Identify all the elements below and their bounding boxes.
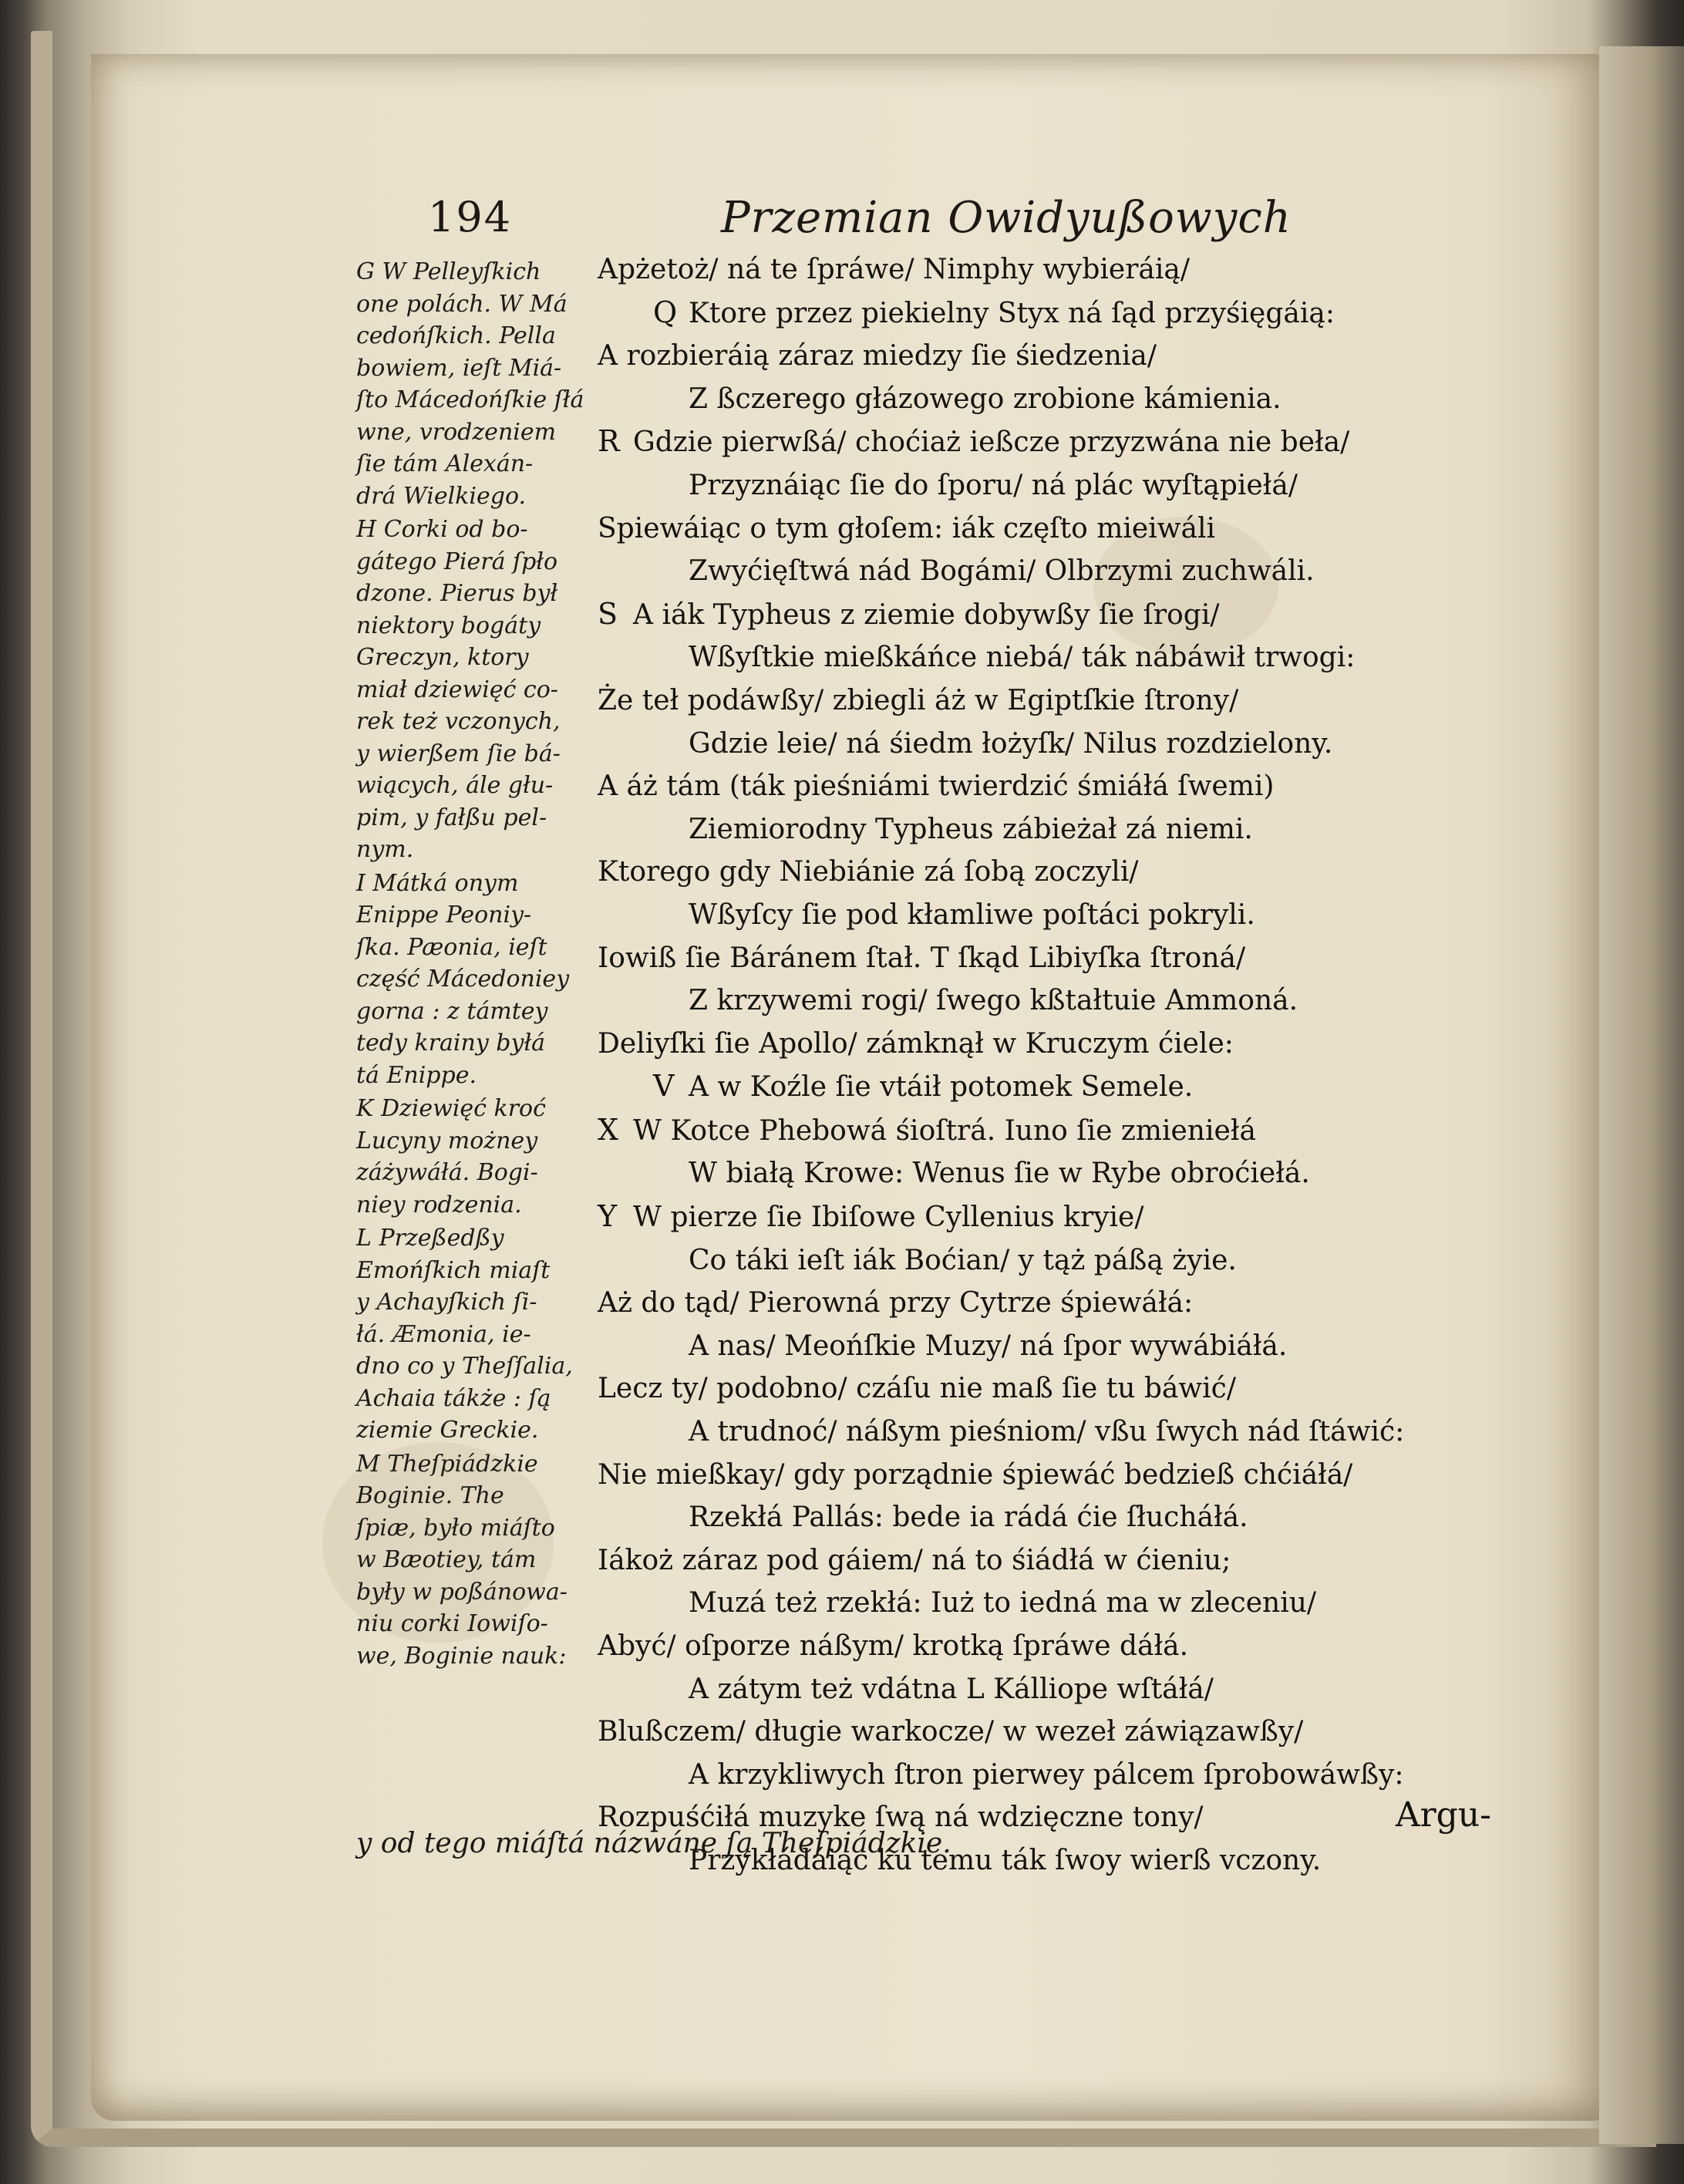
verse-text-line: Ktorego gdy Niebiánie zá ſobą zoczyli/ bbox=[598, 856, 1139, 888]
verse-text-line: Ziemiorodny Typheus zábieżał zá niemi. bbox=[689, 813, 1253, 845]
verse-line bbox=[598, 723, 1523, 766]
marginal-notes bbox=[356, 256, 601, 1673]
note-line: K Dziewięć kroć bbox=[356, 1095, 546, 1122]
verse-line bbox=[598, 1668, 1523, 1711]
verse-text-line: Lecz ty/ podobno/ czáſu nie maß ſie tu báwić/ bbox=[598, 1373, 1236, 1405]
verse-line bbox=[598, 1282, 1523, 1325]
marginal-note bbox=[356, 1448, 601, 1673]
note-line: rek też vczonych, bbox=[356, 708, 561, 735]
verse-line bbox=[598, 1454, 1523, 1497]
page-number: 194 bbox=[428, 193, 513, 241]
verse-text-line: Spiewáiąc o tym głoſem: iák częſto mieiwáli bbox=[598, 512, 1215, 544]
note-marker: Q bbox=[653, 295, 678, 329]
verse-text bbox=[598, 248, 1523, 1882]
verse-line bbox=[598, 636, 1523, 679]
note-line: łá. Æmonia, ie- bbox=[356, 1320, 531, 1348]
running-title: Przemian Owidyußowych bbox=[721, 193, 1292, 243]
verse-text-line: Przykłádáiąc ku temu ták ſwoy wierß vczony. bbox=[689, 1844, 1322, 1876]
verse-line bbox=[598, 765, 1523, 808]
note-line: Boginie. The bbox=[356, 1482, 504, 1509]
note-line: niey rodzenia. bbox=[356, 1191, 522, 1218]
note-line: wiących, ále głu- bbox=[356, 772, 554, 799]
verse-text-line: Blußczem/ długie warkocze/ w wezeł záwiązawßy/ bbox=[598, 1716, 1304, 1748]
verse-text-line: W białą Krowe: Wenus ſie w Rybe obroćiełá. bbox=[689, 1158, 1310, 1190]
note-line: tedy krainy byłá bbox=[356, 1030, 546, 1057]
verse-text-line: Muzá też rzekłá: Iuż to iedná ma w zleceniu/ bbox=[689, 1587, 1317, 1619]
note-line: Lucyny możney bbox=[356, 1127, 538, 1154]
verse-text-line: Zwyćięſtwá nád Bogámi/ Olbrzymi zuchwáli. bbox=[689, 555, 1315, 588]
verse-line bbox=[598, 1710, 1523, 1754]
verse-line bbox=[598, 851, 1523, 894]
verse-text-line: Przyznáiąc ſie do ſporu/ ná plác wyſtąpiełá/ bbox=[689, 469, 1298, 501]
verse-text-line: Gdzie leie/ ná śiedm łożyſk/ Nilus rozdzielony. bbox=[689, 727, 1333, 760]
verse-text-line: A rozbieráią záraz miedzy ſie śiedzenia/ bbox=[598, 340, 1157, 372]
facing-page-edge bbox=[1599, 46, 1684, 2144]
verse-text-line: A iák Typheus z ziemie dobywßy ſie ſrogi/ bbox=[633, 598, 1220, 631]
note-line: były w poßánowa- bbox=[356, 1578, 568, 1606]
verse-text-line: A trudnoć/ náßym pieśniom/ vßu ſwych nád ſtáwić: bbox=[689, 1416, 1405, 1448]
note-line: L Przeßedßy bbox=[356, 1225, 504, 1252]
verse-line bbox=[598, 1152, 1523, 1195]
verse-line bbox=[598, 679, 1523, 723]
note-line: M Theſpiádzkie bbox=[356, 1450, 538, 1478]
note-line: niektory bogáty bbox=[356, 612, 541, 639]
verse-text-line: Że teł podáwßy/ zbiegli áż w Egiptſkie ſtrony/ bbox=[598, 684, 1239, 716]
verse-text-line: A zátym też vdátna L Kálliope wſtáłá/ bbox=[689, 1673, 1214, 1705]
note-line: gátego Pierá ſpło bbox=[356, 548, 558, 575]
verse-text-line: A áż tám (ták pieśniámi twierdzić śmiáłá ſwemi) bbox=[598, 770, 1275, 803]
verse-text-line: W pierze ſie Ibiſowe Cyllenius kryie/ bbox=[633, 1202, 1144, 1234]
note-line: niu corki Iowiſo- bbox=[356, 1610, 548, 1637]
verse-text-line: Z ßczerego głázowego zrobione kámienia. bbox=[689, 383, 1282, 415]
verse-line bbox=[598, 292, 1523, 335]
note-line: y Achayſkich ſi- bbox=[356, 1289, 537, 1316]
note-marker: X bbox=[598, 1112, 619, 1147]
note-marker: S bbox=[598, 596, 618, 631]
note-line: Enippe Peoniy- bbox=[356, 902, 532, 929]
note-line: tá Enippe. bbox=[356, 1061, 477, 1089]
marginal-note bbox=[356, 1093, 601, 1221]
verse-line bbox=[598, 1410, 1523, 1454]
note-line: część Mácedoniey bbox=[356, 966, 570, 993]
verse-line bbox=[598, 1539, 1523, 1582]
verse-line bbox=[598, 593, 1523, 637]
verse-text-line: A nas/ Meońſkie Muzy/ ná ſpor wywábiáłá. bbox=[689, 1330, 1288, 1362]
verse-line bbox=[598, 808, 1523, 851]
note-line: ſie tám Alexán- bbox=[356, 450, 534, 477]
verse-line bbox=[598, 1754, 1523, 1797]
verse-line bbox=[598, 1367, 1523, 1410]
note-line: Emońſkich miaſt bbox=[356, 1256, 551, 1284]
verse-line bbox=[598, 1582, 1523, 1625]
verse-text-line: Iowiß ſie Báránem ſtał. T ſkąd Libiyſka ſtroná/ bbox=[598, 942, 1246, 974]
note-line: dzone. Pierus był bbox=[356, 580, 558, 607]
verse-line bbox=[598, 1496, 1523, 1539]
note-line: wne, vrodzeniem bbox=[356, 418, 557, 446]
footer-note: y od tego miáſtá názwáne ſą Theſpiádzkie. bbox=[356, 1828, 951, 1859]
marginal-note bbox=[356, 256, 601, 512]
note-line: bowiem, ieſt Miá- bbox=[356, 354, 562, 382]
verse-line bbox=[598, 1023, 1523, 1066]
marginal-note bbox=[356, 514, 601, 866]
note-line: I Mátká onym bbox=[356, 869, 519, 897]
verse-line bbox=[598, 937, 1523, 980]
verse-text-line: Nie mießkay/ gdy porządnie śpiewáć bedzieß chćiáłá/ bbox=[598, 1458, 1353, 1491]
verse-line bbox=[598, 1109, 1523, 1153]
verse-text-line: Rzekłá Pallás: bede ia rádá ćie ſłucháłá. bbox=[689, 1502, 1248, 1534]
verse-line bbox=[598, 420, 1523, 464]
verse-line bbox=[598, 507, 1523, 551]
verse-text-line: Iákoż záraz pod gáiem/ ná to śiádłá w ćieniu; bbox=[598, 1544, 1231, 1576]
note-line: nym. bbox=[356, 836, 414, 863]
verse-text-line: Z krzywemi rogi/ ſwego kßtałtuie Ammoná. bbox=[689, 985, 1298, 1017]
verse-line bbox=[598, 1625, 1523, 1668]
verse-line bbox=[598, 1195, 1523, 1239]
verse-text-line: Wßyſtkie mießkáńce niebá/ ták nábáwił trwogi: bbox=[689, 642, 1356, 674]
verse-line bbox=[598, 1325, 1523, 1368]
note-line: drá Wielkiego. bbox=[356, 482, 527, 510]
verse-text-line: A w Koźle ſie vtáił potomek Semele. bbox=[689, 1071, 1194, 1104]
verse-text-line: Deliyſki ſie Apollo/ zámknął w Kruczym ćiele: bbox=[598, 1027, 1234, 1060]
note-marker: V bbox=[653, 1069, 675, 1104]
note-line: y wierßem ſie bá- bbox=[356, 740, 561, 767]
note-marker: Y bbox=[598, 1199, 618, 1234]
verse-text-line: A krzykliwych ſtron pierwey pálcem ſprobowáwßy: bbox=[689, 1758, 1404, 1791]
note-line: Greczyn, ktory bbox=[356, 644, 529, 671]
verse-line bbox=[598, 550, 1523, 593]
note-line: we, Boginie nauk: bbox=[356, 1642, 567, 1670]
verse-line bbox=[598, 979, 1523, 1023]
note-line: w Bæotiey, tám bbox=[356, 1546, 537, 1573]
note-line: ſka. Pæonia, ieſt bbox=[356, 933, 547, 961]
note-line: ſto Mácedońſkie ſłá bbox=[356, 386, 584, 413]
verse-text-line: Gdzie pierwßá/ choćiaż ießcze przyzwána nie beła/ bbox=[633, 426, 1350, 459]
note-line: pim, y fałßu pel- bbox=[356, 804, 547, 831]
marginal-note bbox=[356, 868, 601, 1092]
verse-text-line: Wßyſcy ſie pod kłamliwe poſtáci pokryli. bbox=[689, 898, 1255, 931]
verse-text-line: W Kotce Phebowá śioſtrá. Iuno ſie zmieniełá bbox=[633, 1114, 1256, 1147]
note-line: miał dziewięć co- bbox=[356, 676, 558, 703]
catchword: Argu- bbox=[1395, 1795, 1491, 1835]
marginal-note bbox=[356, 1222, 601, 1447]
verse-text-line: Aż do tąd/ Pierowná przy Cytrze śpiewáłá: bbox=[598, 1287, 1194, 1320]
note-line: cedońſkich. Pella bbox=[356, 322, 556, 349]
note-line: gorna : z támtey bbox=[356, 997, 548, 1025]
verse-line bbox=[598, 335, 1523, 378]
note-marker: R bbox=[598, 424, 620, 459]
verse-text-line: Co táki ieſt iák Boćian/ y tąż páßą żyie. bbox=[689, 1244, 1237, 1276]
verse-line bbox=[598, 464, 1523, 507]
verse-line bbox=[598, 1239, 1523, 1282]
note-line: ſpiæ, było miáſto bbox=[356, 1514, 555, 1542]
verse-text-line: Apżetoż/ ná te ſpráwe/ Nimphy wybieráią/ bbox=[598, 254, 1190, 285]
note-line: ziemie Greckie. bbox=[356, 1417, 539, 1444]
note-line: dno co y Theſſalia, bbox=[356, 1353, 573, 1380]
verse-line bbox=[598, 1065, 1523, 1109]
verse-text-line: Rozpuśćiłá muzyke ſwą ná wdzięczne tony/ bbox=[598, 1801, 1204, 1834]
note-line: one polách. W Má bbox=[356, 290, 568, 318]
note-line: Achaia tákże : ſą bbox=[356, 1384, 551, 1412]
verse-line bbox=[598, 248, 1523, 292]
verse-text-line: Abyć/ oſporze náßym/ krotką ſpráwe dáłá. bbox=[598, 1630, 1189, 1662]
verse-line bbox=[598, 894, 1523, 937]
note-line: záżywáłá. Bogi- bbox=[356, 1159, 538, 1186]
verse-text-line: Ktore przez piekielny Styx ná ſąd przyśięgáią: bbox=[689, 297, 1335, 329]
note-line: H Corki od bo- bbox=[356, 516, 528, 543]
verse-line bbox=[598, 378, 1523, 421]
note-line: G W Pelleyſkich bbox=[356, 258, 541, 285]
